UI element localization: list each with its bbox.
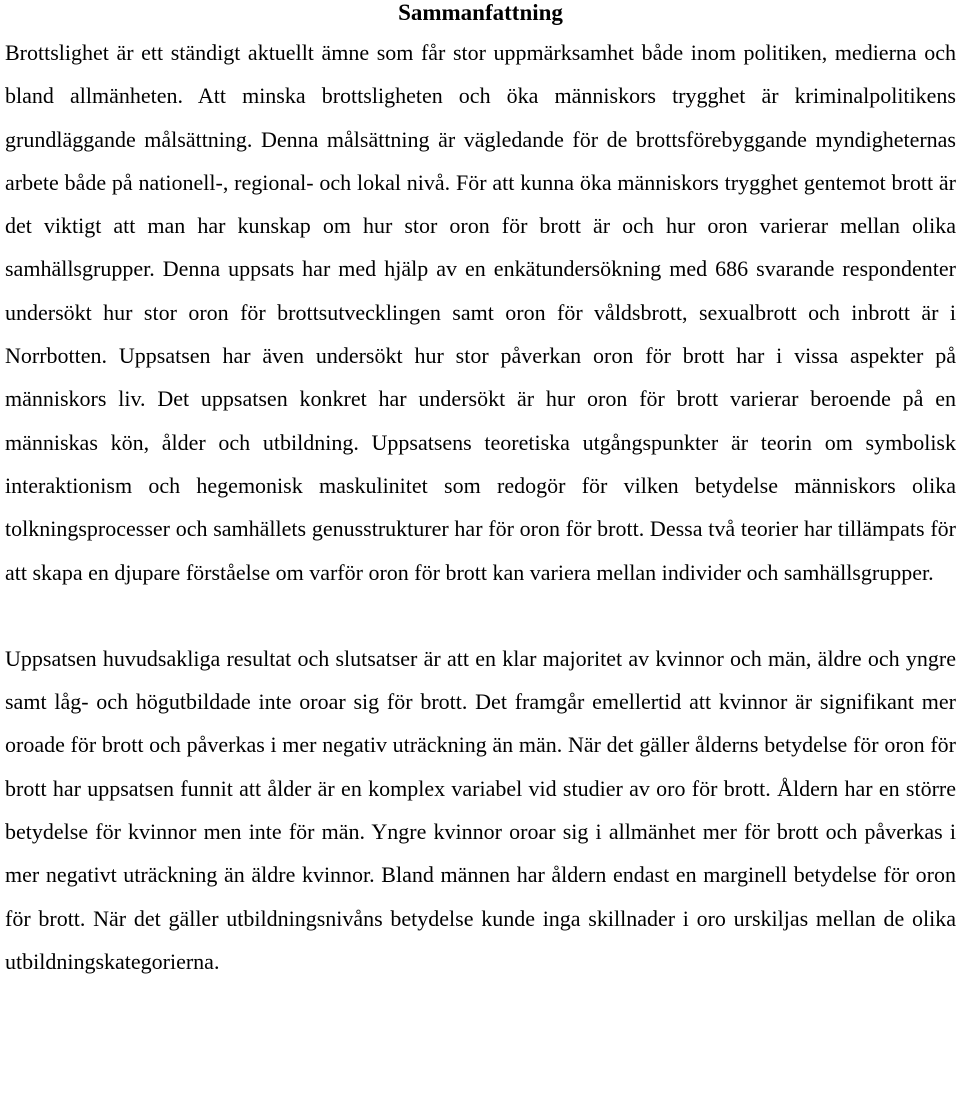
paragraph-1: Brottslighet är ett ständigt aktuellt ämne som får stor uppmärksamhet både inom politiken, medierna och bland allmänheten. Att minska brottsligheten och öka människors trygghet är kriminalpolitikens grundläggande målsättning. Denna målsättning är vägledande för de brottsförebyggande myndigheternas arbete både på nationell-, regional- och lokal nivå. För att kunna öka människors trygghet gentemot brott är det viktigt att man har kunskap om hur stor oron för brott är och hur oron varierar mellan olika samhällsgrupper. Denna uppsats har med hjälp av en enkätundersökning med 686 svarande respondenter undersökt hur stor oron för brottsutvecklingen samt oron för våldsbrott, sexualbrott och inbrott är i Norrbotten. Uppsatsen har även undersökt hur stor påverkan oron för brott har i vissa aspekter på människors liv. Det uppsatsen konkret har undersökt är hur oron för brott varierar beroende på en människas kön, ålder och utbildning. Uppsatsens teoretiska utgångspunkter är teorin om symbolisk interaktionism och hegemonisk maskulinitet som redogör för vilken betydelse människors olika tolkningsprocesser och samhällets genusstrukturer har för oron för brott. Dessa två teorier har tillämpats för att skapa en djupare förståelse om varför oron för brott kan variera mellan individer och samhällsgrupper. (5, 40, 956, 585)
paragraph-2: Uppsatsen huvudsakliga resultat och slutsatser är att en klar majoritet av kvinnor och män, äldre och yngre samt låg- och högutbildade inte oroar sig för brott. Det framgår emellertid att kvinnor är signifikant mer oroade för brott och påverkas i mer negativ uträckning än män. När det gäller ålderns betydelse för oron för brott har uppsatsen funnit att ålder är en komplex variabel vid studier av oro för brott. Åldern har en större betydelse för kvinnor men inte för män. Yngre kvinnor oroar sig i allmänhet mer för brott och påverkas i mer negativt uträckning än äldre kvinnor. Bland männen har åldern endast en marginell betydelse för oron för brott. När det gäller utbildningsnivåns betydelse kunde inga skillnader i oro urskiljas mellan de olika utbildningskategorierna. (5, 645, 956, 974)
page-title: Sammanfattning (398, 0, 563, 25)
